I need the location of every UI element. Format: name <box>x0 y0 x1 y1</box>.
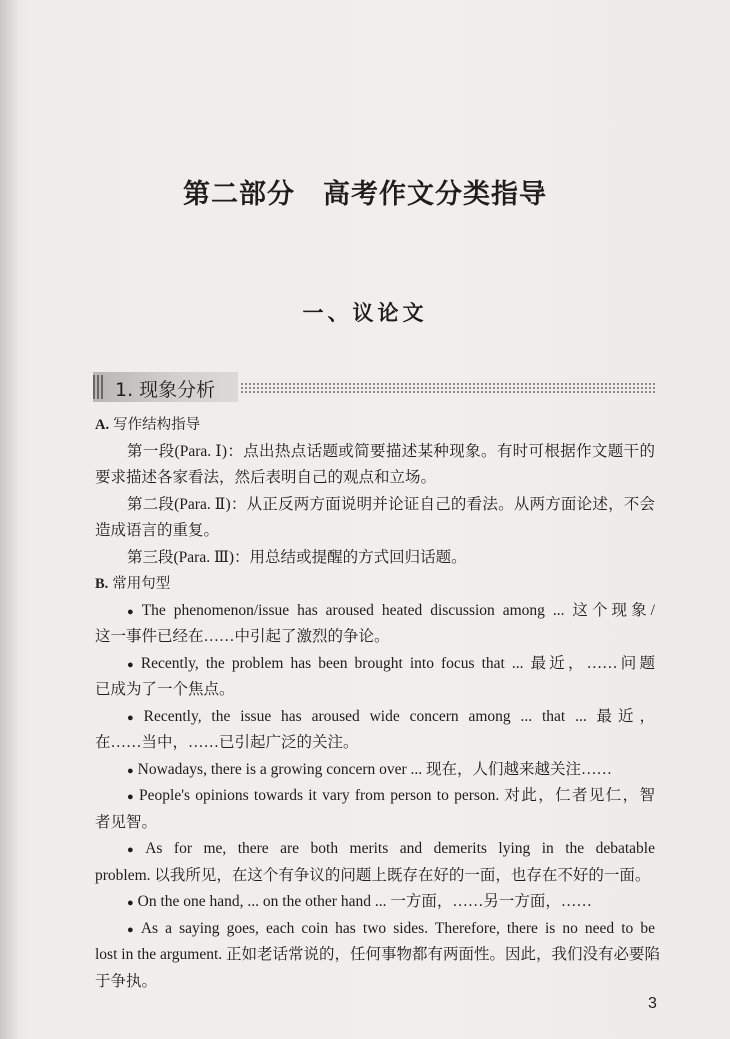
bullet-icon: ● <box>127 897 134 909</box>
text-line <box>95 624 655 651</box>
bullet-icon: ● <box>127 658 137 671</box>
text-line <box>95 598 655 625</box>
text-line <box>95 439 655 466</box>
line-text: 已成为了一个焦点。 <box>95 681 235 698</box>
line-text: lost in the argument. 正如老话常说的，任何事物都有两面性。因此，我们没有必要陷 <box>95 946 661 963</box>
sentence-pattern-item <box>95 916 661 996</box>
line-text: 第三段(Para. Ⅲ)：用总结或提醒的方式回归话题。 <box>127 548 467 566</box>
text-line <box>95 757 655 784</box>
line-text: problem. 以我所见，在这个有争议的问题上既存在好的一面，也存在不好的一面。 <box>95 866 651 884</box>
text-line <box>95 492 655 519</box>
paragraph <box>95 545 655 572</box>
text-line <box>95 545 655 572</box>
sentence-pattern-item <box>95 598 655 651</box>
book-gutter <box>0 0 18 1039</box>
line-text: 这一事件已经在……中引起了激烈的争论。 <box>95 628 390 645</box>
paragraph <box>95 492 655 545</box>
line-text: 第一段(Para. Ⅰ)：点出热点话题或简要描述某种现象。有时可根据作文题干的 <box>127 442 655 460</box>
sentence-pattern-item <box>95 757 655 784</box>
section-header <box>93 372 238 402</box>
text-line <box>95 651 655 678</box>
line-text: 在……当中，……已引起广泛的关注。 <box>95 734 359 751</box>
line-text: 造成语言的重复。 <box>95 522 220 539</box>
bullet-icon: ● <box>127 923 137 936</box>
bullet-icon: ● <box>127 605 138 618</box>
structure-paragraphs <box>95 439 655 572</box>
sentence-pattern-item <box>95 783 655 836</box>
text-line <box>95 730 655 757</box>
text-line <box>95 889 655 916</box>
paragraph <box>95 439 655 492</box>
line-text: 第二段(Para. Ⅱ)：从正反两方面说明并论证自己的看法。从两方面论述，不会 <box>127 495 655 513</box>
text-line <box>95 836 655 863</box>
sentence-patterns <box>95 598 661 996</box>
sentence-pattern-item <box>95 651 655 704</box>
text-line <box>95 465 655 492</box>
text-line <box>95 518 655 545</box>
line-text: 要求描述各家看法，然后表明自己的观点和立场。 <box>95 469 437 486</box>
text-line <box>95 863 655 890</box>
text-line <box>95 969 655 996</box>
text-line <box>95 810 655 837</box>
bullet-icon: ● <box>127 844 142 856</box>
line-text: People's opinions towards it vary from person to person. 对此，仁者见仁，智 <box>139 787 655 804</box>
sentence-pattern-item <box>95 889 655 916</box>
text-line <box>95 942 661 969</box>
subheading-a-label: A. <box>95 417 110 433</box>
text-line <box>95 916 655 943</box>
line-text: 者见智。 <box>95 813 158 831</box>
bullet-icon: ● <box>127 791 136 803</box>
subheading-a-title: 写作结构指导 <box>113 417 201 433</box>
subheading-b-title: 常用句型 <box>112 576 171 592</box>
text-line <box>95 783 655 810</box>
line-text: 于争执。 <box>95 972 158 990</box>
line-text: Nowadays, there is a growing concern over ... 现在，人们越来越关注…… <box>137 760 613 778</box>
line-text: The phenomenon/issue has aroused heated discussion among ... 这个现象/ <box>141 601 655 619</box>
sentence-pattern-item <box>95 836 655 889</box>
bullet-icon: ● <box>127 764 134 777</box>
sentence-pattern-item <box>95 704 655 757</box>
subheading-b <box>95 571 655 598</box>
section-title: 1. 现象分析 <box>115 379 216 401</box>
text-line <box>95 677 655 704</box>
text-line <box>95 704 655 731</box>
section-bars-icon <box>93 375 105 399</box>
subheading-b-label: B. <box>95 576 109 592</box>
page-body <box>95 412 661 995</box>
page-number: 3 <box>648 995 657 1012</box>
line-text: As a saying goes, each coin has two sides. Therefore, there is no need to be <box>140 919 655 937</box>
subheading-a <box>95 412 655 439</box>
line-text: Recently, the problem has been brought into focus that ... 最近，……问题 <box>140 654 655 672</box>
line-text: Recently, the issue has aroused wide concern among ... that ... 最近， <box>143 707 655 725</box>
line-text: As for me, there are both merits and demerits lying in the debatable <box>145 840 655 857</box>
line-text: On the one hand, ... on the other hand ... 一方面，……另一方面，…… <box>137 893 592 910</box>
part-title: 第二部分 高考作文分类指导 <box>183 179 547 210</box>
bullet-icon: ● <box>127 711 140 724</box>
chapter-title: 一、议论文 <box>302 301 428 325</box>
section-dotted-rule <box>240 382 656 394</box>
